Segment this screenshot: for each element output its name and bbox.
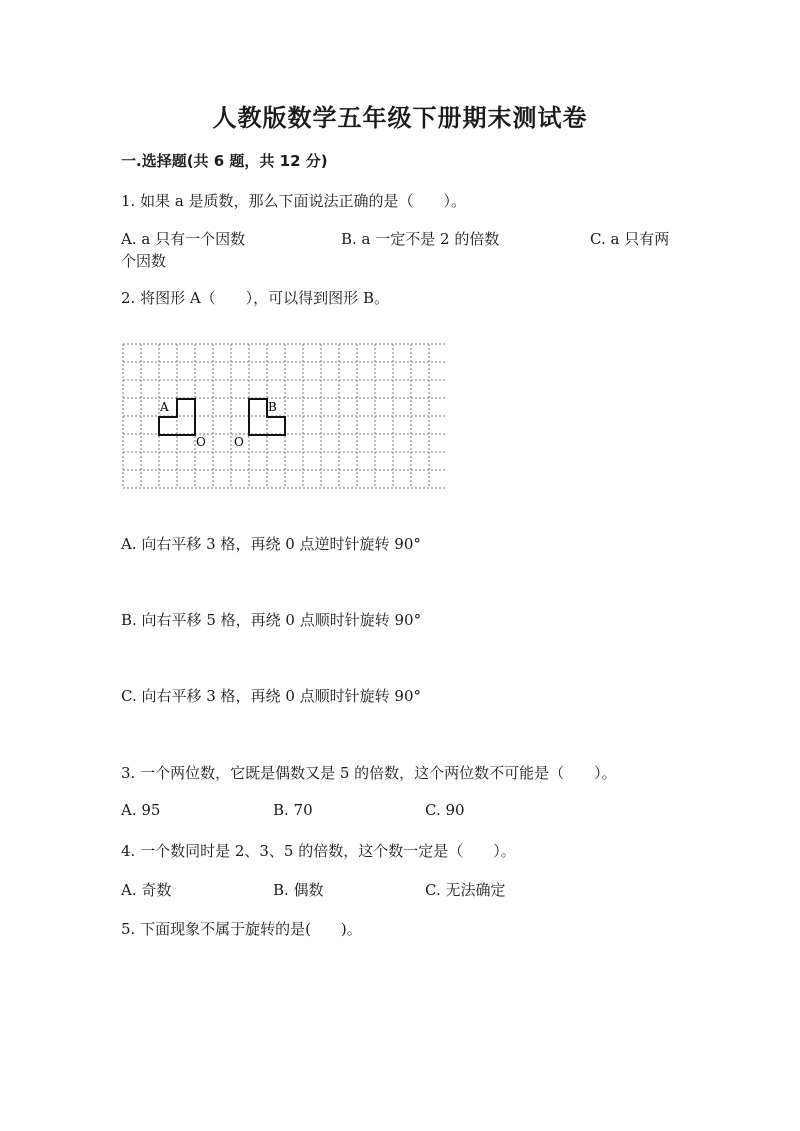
question-2-stem: 2. 将图形 A（ ），可以得到图形 B。 bbox=[121, 289, 389, 307]
label-point-o-a: O bbox=[196, 435, 206, 449]
question-4-option-b: B. 偶数 bbox=[273, 881, 324, 899]
label-b: B bbox=[268, 400, 277, 414]
question-2-option-b: B. 向右平移 5 格，再绕 0 点顺时针旋转 90° bbox=[121, 611, 422, 629]
question-1-option-b: B. a 一定不是 2 的倍数 bbox=[341, 230, 500, 248]
question-1-stem: 1. 如果 a 是质数，那么下面说法正确的是（ ）。 bbox=[121, 192, 467, 210]
question-2-option-a: A. 向右平移 3 格，再绕 0 点逆时针旋转 90° bbox=[121, 535, 421, 553]
question-3-option-b: B. 70 bbox=[273, 801, 313, 819]
question-3-option-a: A. 95 bbox=[121, 801, 161, 819]
question-4-option-c: C. 无法确定 bbox=[425, 881, 506, 899]
label-a: A bbox=[160, 400, 169, 414]
question-1-option-c-wrap: 个因数 bbox=[121, 252, 167, 270]
question-4-option-a: A. 奇数 bbox=[121, 881, 172, 899]
grid-figure bbox=[122, 343, 446, 491]
question-3-stem: 3. 一个两位数，它既是偶数又是 5 的倍数，这个两位数不可能是（ ）。 bbox=[121, 764, 617, 782]
section-heading: 一.选择题(共 6 题，共 12 分) bbox=[121, 152, 328, 170]
question-5-stem: 5. 下面现象不属于旋转的是( )。 bbox=[121, 920, 362, 938]
question-3-option-c: C. 90 bbox=[425, 801, 465, 819]
label-point-o-b: O bbox=[234, 435, 244, 449]
question-1-option-a: A. a 只有一个因数 bbox=[121, 230, 246, 248]
question-1-option-c: C. a 只有两 bbox=[590, 230, 670, 248]
page-title: 人教版数学五年级下册期末测试卷 bbox=[212, 104, 588, 132]
question-4-stem: 4. 一个数同时是 2、3、5 的倍数，这个数一定是（ ）。 bbox=[121, 842, 516, 860]
question-2-option-c: C. 向右平移 3 格，再绕 0 点顺时针旋转 90° bbox=[121, 687, 421, 705]
